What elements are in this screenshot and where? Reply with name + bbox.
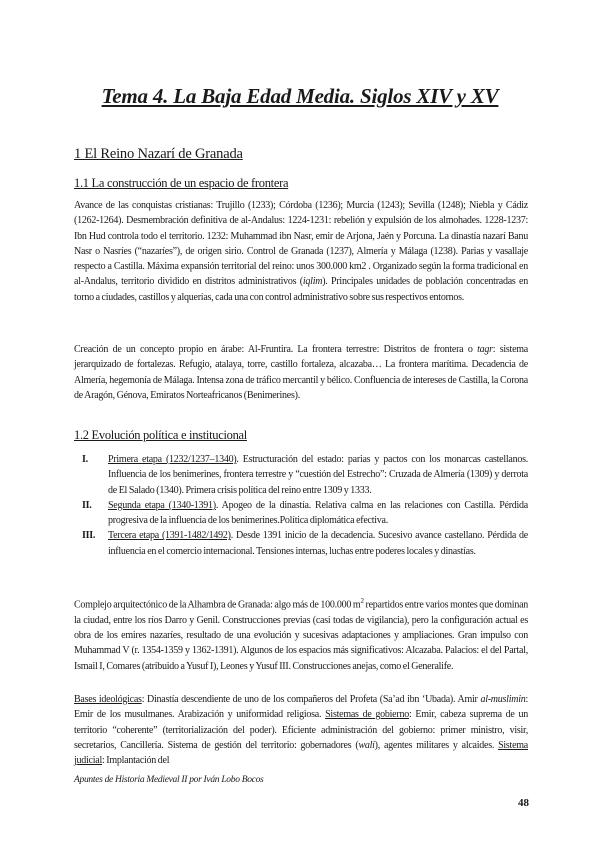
list-item: I. Primera etapa (1232/1237–1340). Estructuración del estado: parias y pactos con los monarcas castellanos. Influencia de los benimerines, frontera terrestre y “cuestión del Estrecho”: Cruzada de Almería (1309) y derrota de El Salado (1340). Primera crisis política del reino entre 1309 y 1333. <box>82 454 529 496</box>
document-title: Tema 4. La Baja Edad Media. Siglos XIV y XV <box>101 84 499 108</box>
paragraph-conquistas: Avance de las conquistas cristianas: Trujillo (1233); Córdoba (1236); Murcia (1243); Sevilla (1248); Niebla y Cádiz (1262-1264). Desmembración definitiva de al-Andalus: 1224-1231: rebelión y expulsión de los almohades. 1228-1237: Ibn Hud controla todo el territorio. 1232: Muhammad ibn Nasr, emir de Arjona, Jaén y Porcuna. La dinastía nazarí Banu Nasr o Nasríes (“nazaríes”), de origen sirio. Control de Granada (1237), Almería y Málaga (1238). Parias y vasallaje respecto a Castilla. Máxima expansión territorial del reino: unos 300.000 km2 . Organizado según la forma tradicional en al-Andalus, territorio dividido en distritos administrativos (iqlim). Principales unidades de población concentradas en torno a ciudades, castillos y alquerías, cada una con control administrativo sobre sus respectivos entornos. <box>74 200 528 303</box>
term-sistemas-gobierno: Sistemas de gobierno <box>325 709 409 721</box>
subsection-heading-frontera: 1.1 La construcción de un espacio de frontera <box>74 176 289 190</box>
paragraph-bases-ideologicas: Bases ideológicas: Dinastía descendiente de uno de los compañeros del Profeta (Sa’ad ibn ‘Ubada). Amir al-muslimin: Emir de los musulmanes. Arabización y uniformidad religiosa. Sistemas de gobierno: Emir, cabeza suprema de un territorio “coherente” (territorialización del poder). Eficiente administración del gobierno: primer ministro, visir, secretarios, Cancillería. Sistema de gestión del territorio: gobernadores (wali), agentes militares y alcaides. Sistema judicial: Implantación del <box>74 694 529 767</box>
item-number: II. <box>82 499 92 511</box>
term-tagr: tagr <box>477 344 493 355</box>
term-wali: wali <box>358 739 375 751</box>
item-label: Segunda etapa (1340-1391) <box>108 499 216 511</box>
stages-list <box>74 452 528 559</box>
page-number: 48 <box>518 797 529 809</box>
footer-credit: Apuntes de Historia Medieval II por Iván Lobo Bocos <box>74 775 264 785</box>
term-iqlim: iqlim <box>302 276 323 288</box>
paragraph-alhambra: Complejo arquitectónico de la Alhambra de Granada: algo más de 100.000 $m^2$ repartidos entre varios montes que dominan la ciudad, entre los ríos Darro y Genil. Construcciones previas (casi todas de vigilancia), pero la configuración actual es obra de los emires nazaríes, resultado de una evolución y sucesivas adaptaciones y ampliaciones. Gran impulso con Muhammad V (r. 1354-1359 y 1362-1391). Algunos de los espacios más significativos: Alcazaba. Palacios: el del Partal, Ismail I, Comares (atribuido a Yusuf I), Leones y Yusuf III. Construcciones anejas, como el Generalife. <box>74 597 529 672</box>
section-heading-reino-nazari: 1 El Reino Nazarí de Granada <box>74 146 243 162</box>
item-label: Tercera etapa (1391-1482/1492) <box>108 530 231 542</box>
item-number: I. <box>82 454 88 465</box>
list-item: III. Tercera etapa (1391-1482/1492). Desde 1391 inicio de la decadencia. Sucesivo avance castellano. Pérdida de influencia en el comercio internacional. Tensiones internas, luchas entre poderes locales y dinastías. <box>82 530 528 557</box>
term-bases-ideologicas: Bases ideológicas <box>74 694 142 705</box>
item-label: Primera etapa (1232/1237–1340) <box>108 454 237 465</box>
item-number: III. <box>82 530 96 542</box>
paragraph-frontera: Creación de un concepto propio en árabe: Al-Fruntira. La frontera terrestre: Distritos de frontera o tagr: sistema jerarquizado de fortalezas. Refugio, atalaya, torre, castillo fortaleza, alcazaba… La frontera marítima. Decadencia de Almería, hegemonía de Málaga. Intensa zona de tráfico mercantil y bélico. Confluencia de intereses de Castilla, la Corona de Aragón, Génova, Emiratos Norteafricanos (Benimerines). <box>74 344 528 401</box>
list-item: II. Segunda etapa (1340-1391). Apogeo de la dinastía. Relativa calma en las relaciones con Castilla. Pérdida progresiva de la influencia de los benimerines.Política diplomática efectiva. <box>82 499 528 527</box>
term-sistema-judicial: Sistema judicial <box>74 739 528 767</box>
term-al-muslimin: al-muslimin <box>480 694 526 705</box>
subsection-heading-evolucion: 1.2 Evolución política e institucional <box>74 428 247 442</box>
